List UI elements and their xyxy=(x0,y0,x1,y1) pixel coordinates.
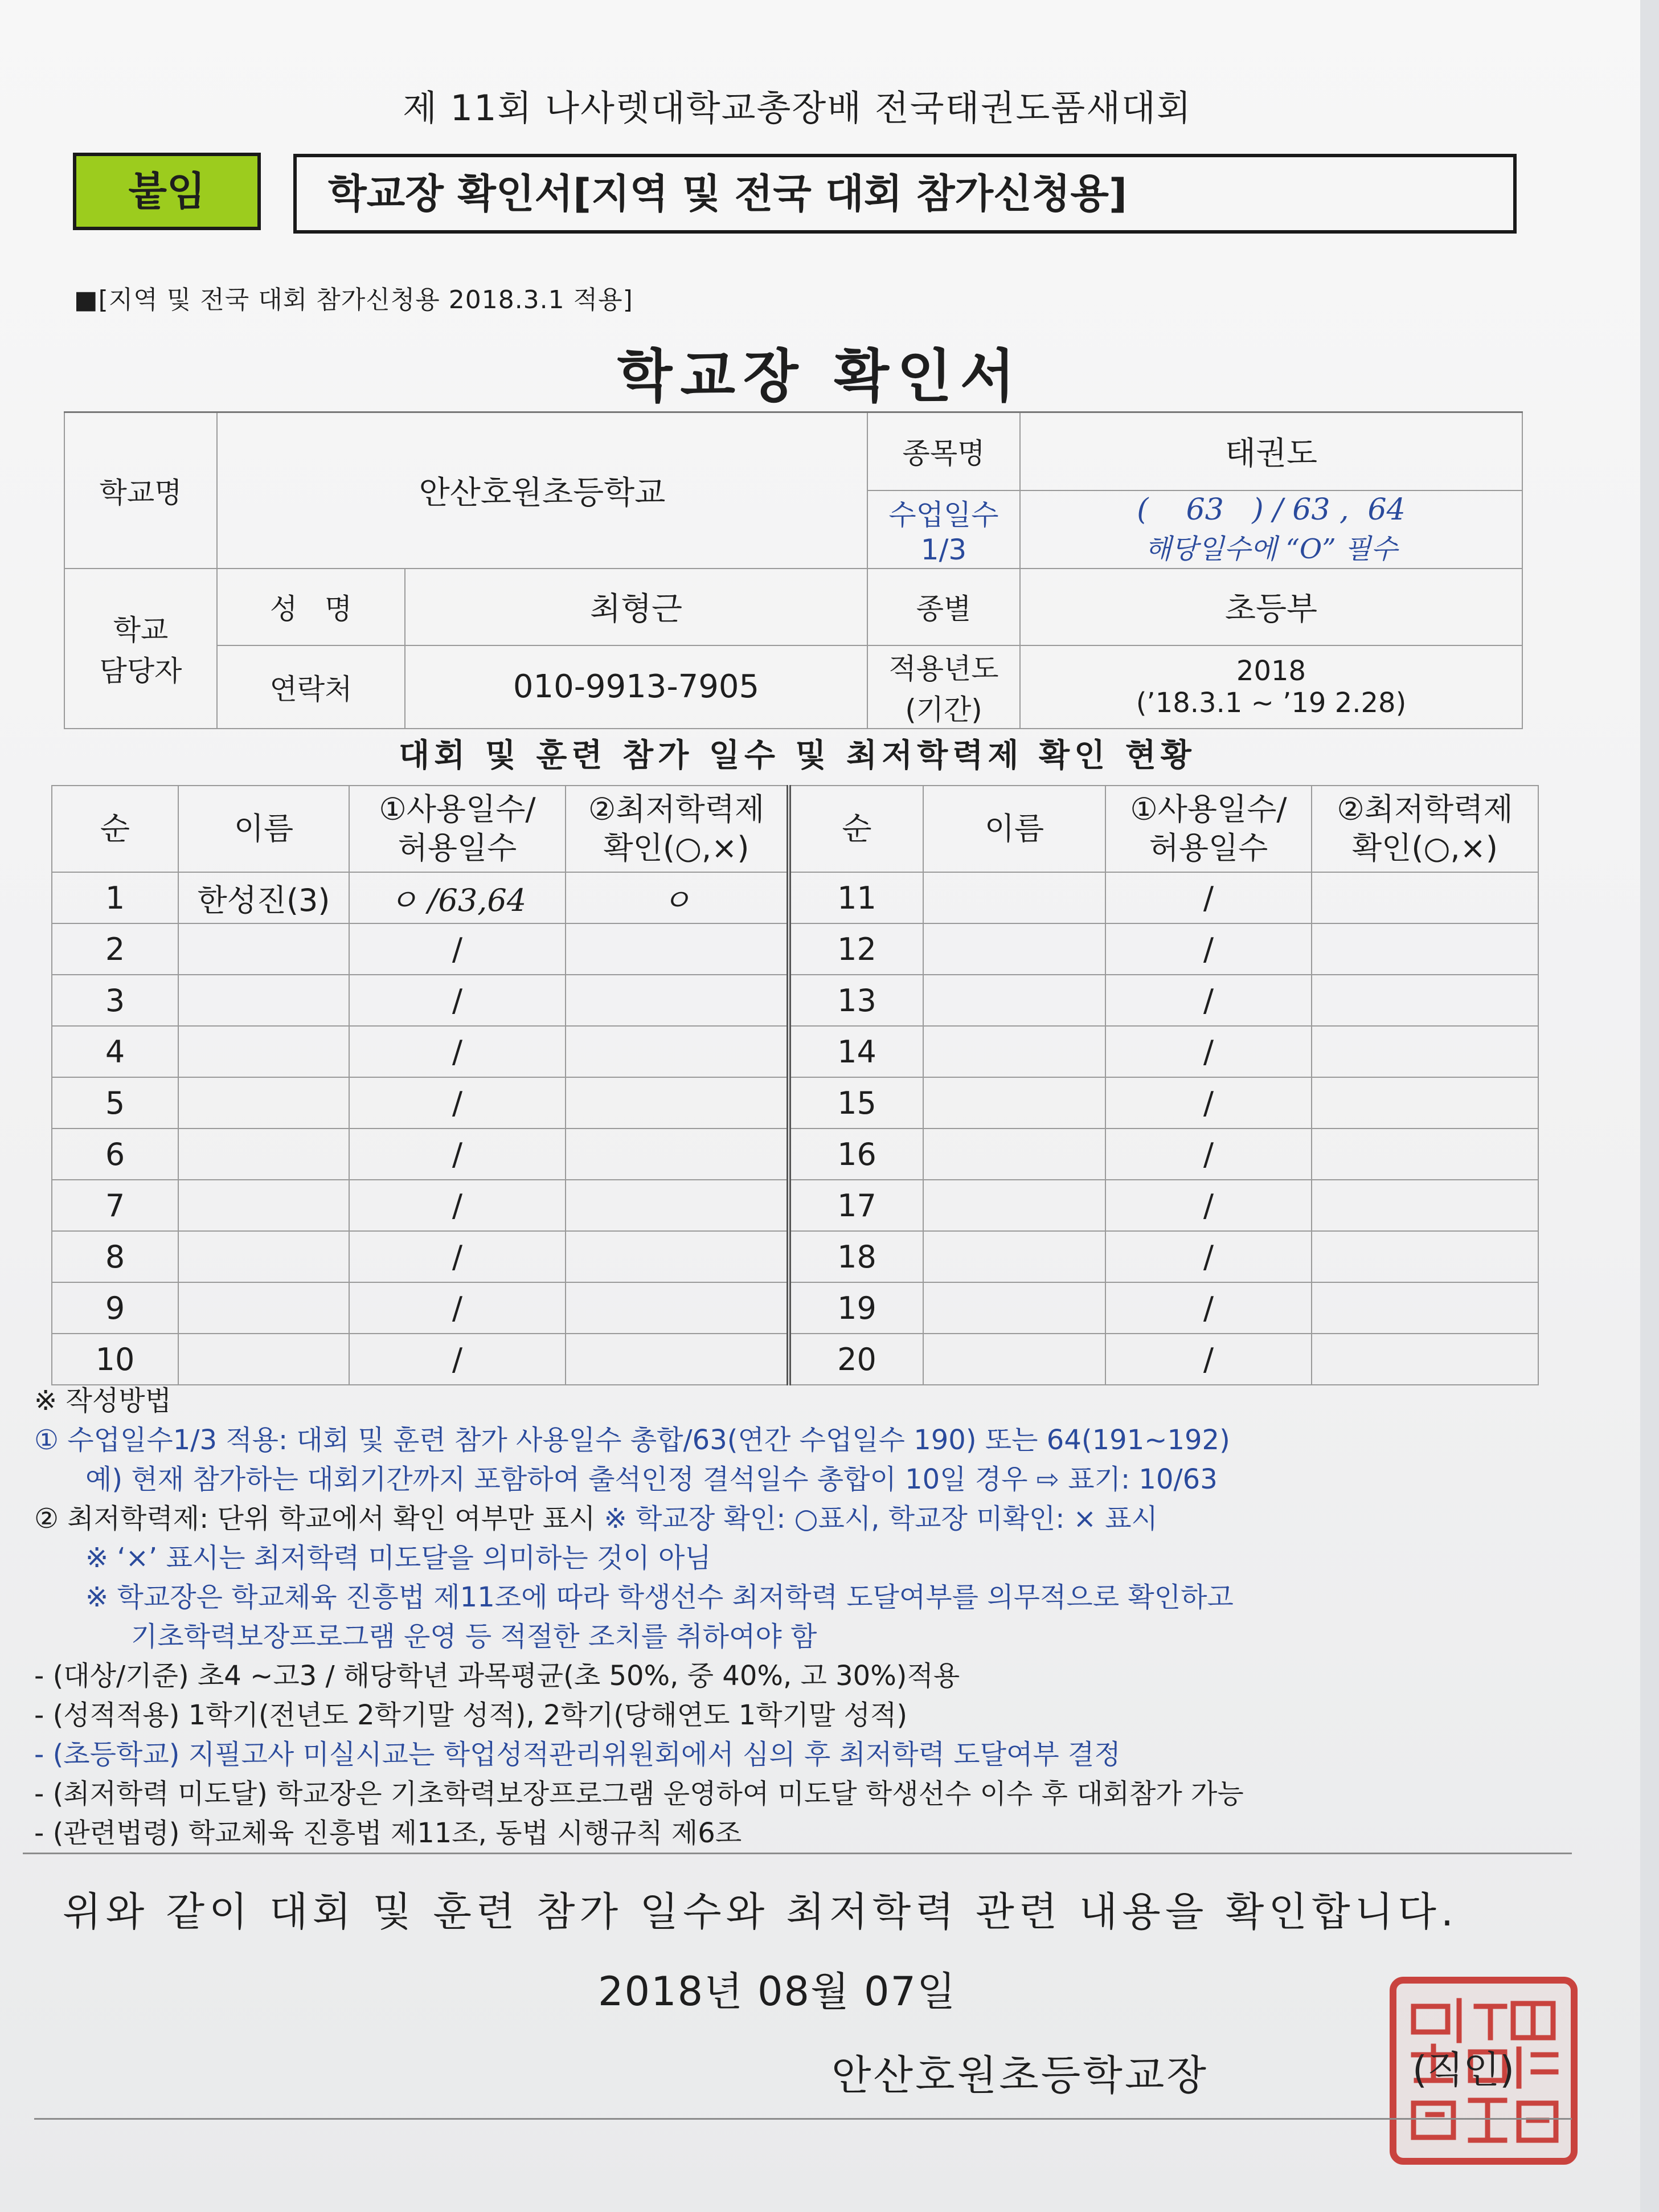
school-name-value: 안산호원초등학교 xyxy=(217,412,867,569)
row-check-right xyxy=(1312,1180,1538,1231)
row-no-left: 1 xyxy=(52,872,178,923)
divider-top xyxy=(23,1853,1572,1854)
row-days-right: / xyxy=(1105,1129,1312,1180)
table-row xyxy=(52,1282,1538,1334)
instruction-line-3-a: ② 최저학력제: 단위 학교에서 확인 여부만 표시 xyxy=(34,1503,604,1535)
instruction-line-11: - (관련법령) 학교체육 진흥법 제11조, 동법 시행규칙 제6조 xyxy=(34,1817,742,1849)
header-no-left: 순 xyxy=(52,786,178,872)
row-name-left xyxy=(178,1334,349,1385)
instruction-line-9: - (초등학교) 지필고사 미실시교는 학업성적관리위원회에서 심의 후 최저학력 도달여부 결정 xyxy=(34,1739,1121,1771)
instruction-line-3 xyxy=(34,1499,1617,1539)
participation-table xyxy=(51,785,1539,1385)
table-body xyxy=(52,872,1538,1385)
row-no-left: 4 xyxy=(52,1026,178,1077)
school-name-label: 학교명 xyxy=(64,412,217,569)
form-title: 학교장 확인서[지역 및 전국 대회 참가신청용] xyxy=(293,154,1517,234)
row-no-left: 6 xyxy=(52,1129,178,1180)
period-label-line2: (기간) xyxy=(905,693,982,726)
row-no-right: 17 xyxy=(789,1180,923,1231)
row-days-right: / xyxy=(1105,923,1312,975)
manager-label xyxy=(64,569,217,729)
row-no-left: 5 xyxy=(52,1077,178,1129)
row-check-left xyxy=(566,923,789,975)
row-no-right: 18 xyxy=(789,1231,923,1282)
row-check-right xyxy=(1312,1334,1538,1385)
header-name-right: 이름 xyxy=(923,786,1105,872)
row-days-right: / xyxy=(1105,1026,1312,1077)
period-cell xyxy=(1020,645,1522,729)
row-check-left xyxy=(566,1282,789,1334)
divider-bottom xyxy=(34,2118,1572,2120)
manager-label-line1: 학교 xyxy=(113,614,169,647)
period-range: (’18.3.1 ~ ’19 2.28) xyxy=(1136,686,1407,719)
row-days-left: / xyxy=(349,1180,566,1231)
row-name-right xyxy=(923,975,1105,1026)
row-name-left xyxy=(178,1077,349,1129)
header-days-left-line1: ①사용일수/ xyxy=(379,791,536,827)
event-title: 제 11회 나사렛대학교총장배 전국태권도품새대회 xyxy=(403,87,1192,129)
applicability-note: ■[지역 및 전국 대회 참가신청용 2018.3.1 적용] xyxy=(74,285,633,314)
school-days-hint: 해당일수에 “O” 필수 xyxy=(1145,533,1398,565)
row-name-right xyxy=(923,923,1105,975)
appendix-tag: 붙임 xyxy=(73,153,261,230)
row-check-left xyxy=(566,1334,789,1385)
header-check-right-line1: ②최저학력제 xyxy=(1337,791,1513,827)
row-name-right xyxy=(923,1334,1105,1385)
row-no-left: 9 xyxy=(52,1282,178,1334)
row-days-right: / xyxy=(1105,1231,1312,1282)
row-no-right: 11 xyxy=(789,872,923,923)
table-row xyxy=(52,1077,1538,1129)
table-row xyxy=(52,975,1538,1026)
table-row xyxy=(52,872,1538,923)
row-no-left: 7 xyxy=(52,1180,178,1231)
row-no-right: 20 xyxy=(789,1334,923,1385)
row-no-left: 2 xyxy=(52,923,178,975)
row-name-right xyxy=(923,1026,1105,1077)
row-name-right xyxy=(923,1077,1105,1129)
row-name-right xyxy=(923,1180,1105,1231)
row-check-right xyxy=(1312,1026,1538,1077)
row-name-right xyxy=(923,872,1105,923)
row-no-right: 13 xyxy=(789,975,923,1026)
row-check-left xyxy=(566,1180,789,1231)
row-days-left: ㅇ /63,64 xyxy=(349,872,566,923)
header-check-right-line2: 확인(○,×) xyxy=(1352,830,1498,866)
row-days-left: / xyxy=(349,1231,566,1282)
row-no-right: 19 xyxy=(789,1282,923,1334)
name-label: 성 명 xyxy=(217,569,405,645)
seal-placeholder-text: (직인) xyxy=(1412,2048,1515,2092)
row-check-right xyxy=(1312,1129,1538,1180)
header-check-right xyxy=(1312,786,1538,872)
row-days-left: / xyxy=(349,1026,566,1077)
table-row xyxy=(52,1334,1538,1385)
table-row xyxy=(52,1231,1538,1282)
sport-label: 종목명 xyxy=(867,412,1020,490)
row-name-right xyxy=(923,1129,1105,1180)
row-days-left: / xyxy=(349,975,566,1026)
row-name-left: 한성진(3) xyxy=(178,872,349,923)
header-name-left: 이름 xyxy=(178,786,349,872)
row-name-right xyxy=(923,1231,1105,1282)
row-no-right: 15 xyxy=(789,1077,923,1129)
contact-label: 연락처 xyxy=(217,645,405,729)
row-days-left: / xyxy=(349,1129,566,1180)
instruction-line-3-b: ※ 학교장 확인: ○표시, 학교장 미확인: × 표시 xyxy=(604,1503,1158,1535)
row-check-right xyxy=(1312,975,1538,1026)
sport-value: 태권도 xyxy=(1020,412,1522,490)
period-label-line1: 적용년도 xyxy=(888,652,999,685)
contact-value: 010-9913-7905 xyxy=(405,645,867,729)
header-check-left-line2: 확인(○,×) xyxy=(603,830,749,866)
school-info-table xyxy=(64,411,1523,729)
row-name-left xyxy=(178,1026,349,1077)
instruction-line-5: ※ 학교장은 학교체육 진흥법 제11조에 따라 학생선수 최저학력 도달여부를 의무적으로 확인하고 xyxy=(85,1581,1234,1613)
instruction-line-2: 예) 현재 참가하는 대회기간까지 포함하여 출석인정 결석일수 총합이 10일 경우 ⇨ 표기: 10/63 xyxy=(85,1463,1218,1495)
school-days-label xyxy=(867,490,1020,569)
instructions xyxy=(34,1381,1617,1853)
row-days-right: / xyxy=(1105,1282,1312,1334)
row-name-left xyxy=(178,1129,349,1180)
signature-date: 2018년 08월 07일 xyxy=(598,1968,957,2015)
name-value: 최형근 xyxy=(405,569,867,645)
table-row xyxy=(52,1180,1538,1231)
row-check-left xyxy=(566,1231,789,1282)
row-check-left xyxy=(566,1026,789,1077)
principal-title: 안산호원초등학교장 xyxy=(831,2051,1209,2099)
instruction-line-4: ※ ‘×’ 표시는 최저학력 미도달을 의미하는 것이 아님 xyxy=(85,1542,711,1574)
row-check-left: ㅇ xyxy=(566,872,789,923)
header-days-left-line2: 허용일수 xyxy=(398,830,517,866)
row-no-left: 3 xyxy=(52,975,178,1026)
row-check-right xyxy=(1312,1282,1538,1334)
row-check-right xyxy=(1312,872,1538,923)
row-days-left: / xyxy=(349,923,566,975)
row-days-right: / xyxy=(1105,1334,1312,1385)
header-no-right: 순 xyxy=(789,786,923,872)
row-check-right xyxy=(1312,923,1538,975)
row-no-left: 8 xyxy=(52,1231,178,1282)
row-check-right xyxy=(1312,1231,1538,1282)
period-label xyxy=(867,645,1020,729)
row-check-left xyxy=(566,975,789,1026)
header-days-right-line2: 허용일수 xyxy=(1149,830,1268,866)
instruction-line-8: - (성적적용) 1학기(전년도 2학기말 성적), 2학기(당해연도 1학기말 성적) xyxy=(34,1699,908,1731)
row-name-right xyxy=(923,1282,1105,1334)
header-days-left xyxy=(349,786,566,872)
document-title: 학교장 확인서 xyxy=(617,343,1023,410)
table-row xyxy=(52,1129,1538,1180)
row-days-left: / xyxy=(349,1334,566,1385)
row-days-right: / xyxy=(1105,872,1312,923)
row-days-left: / xyxy=(349,1282,566,1334)
school-days-label-line2: 1/3 xyxy=(920,533,967,566)
instruction-line-1: ① 수업일수1/3 적용: 대회 및 훈련 참가 사용일수 총합/63(연간 수업일수 190) 또는 64(191~192) xyxy=(34,1424,1230,1456)
row-name-left xyxy=(178,1180,349,1231)
row-no-left: 10 xyxy=(52,1334,178,1385)
category-value: 초등부 xyxy=(1020,569,1522,645)
header-check-left-line1: ②최저학력제 xyxy=(588,791,765,827)
school-days-value: ( 63 ) / 63 , 64 xyxy=(1137,492,1406,527)
row-days-right: / xyxy=(1105,1077,1312,1129)
instruction-line-7: - (대상/기준) 초4 ~고3 / 해당학년 과목평균(초 50%, 중 40%, 고 30%)적용 xyxy=(34,1660,960,1692)
participation-table-title: 대회 및 훈련 참가 일수 및 최저학력제 확인 현황 xyxy=(399,737,1196,774)
instruction-line-6: 기초학력보장프로그램 운영 등 적절한 조치를 취하여야 함 xyxy=(131,1621,817,1653)
school-days-cell xyxy=(1020,490,1522,569)
row-name-left xyxy=(178,1282,349,1334)
table-row xyxy=(52,923,1538,975)
row-name-left xyxy=(178,923,349,975)
row-check-left xyxy=(566,1129,789,1180)
row-days-right: / xyxy=(1105,975,1312,1026)
row-no-right: 14 xyxy=(789,1026,923,1077)
instruction-line-10: - (최저학력 미도달) 학교장은 기초학력보장프로그램 운영하여 미도달 학생선수 이수 후 대회참가 가능 xyxy=(34,1778,1244,1810)
period-year: 2018 xyxy=(1236,655,1306,687)
category-label: 종별 xyxy=(867,569,1020,645)
row-days-right: / xyxy=(1105,1180,1312,1231)
row-name-left xyxy=(178,1231,349,1282)
table-row xyxy=(52,1026,1538,1077)
row-check-left xyxy=(566,1077,789,1129)
row-no-right: 12 xyxy=(789,923,923,975)
manager-label-line2: 담당자 xyxy=(99,655,182,688)
row-days-left: / xyxy=(349,1077,566,1129)
header-days-right-line1: ①사용일수/ xyxy=(1130,791,1287,827)
instructions-heading: ※ 작성방법 xyxy=(34,1385,171,1417)
row-no-right: 16 xyxy=(789,1129,923,1180)
school-days-label-line1: 수업일수 xyxy=(888,498,999,531)
confirmation-statement: 위와 같이 대회 및 훈련 참가 일수와 최저학력 관련 내용을 확인합니다. xyxy=(63,1888,1459,1935)
row-check-right xyxy=(1312,1077,1538,1129)
row-name-left xyxy=(178,975,349,1026)
table-header-row xyxy=(52,786,1538,872)
header-check-left xyxy=(566,786,789,872)
header-days-right xyxy=(1105,786,1312,872)
